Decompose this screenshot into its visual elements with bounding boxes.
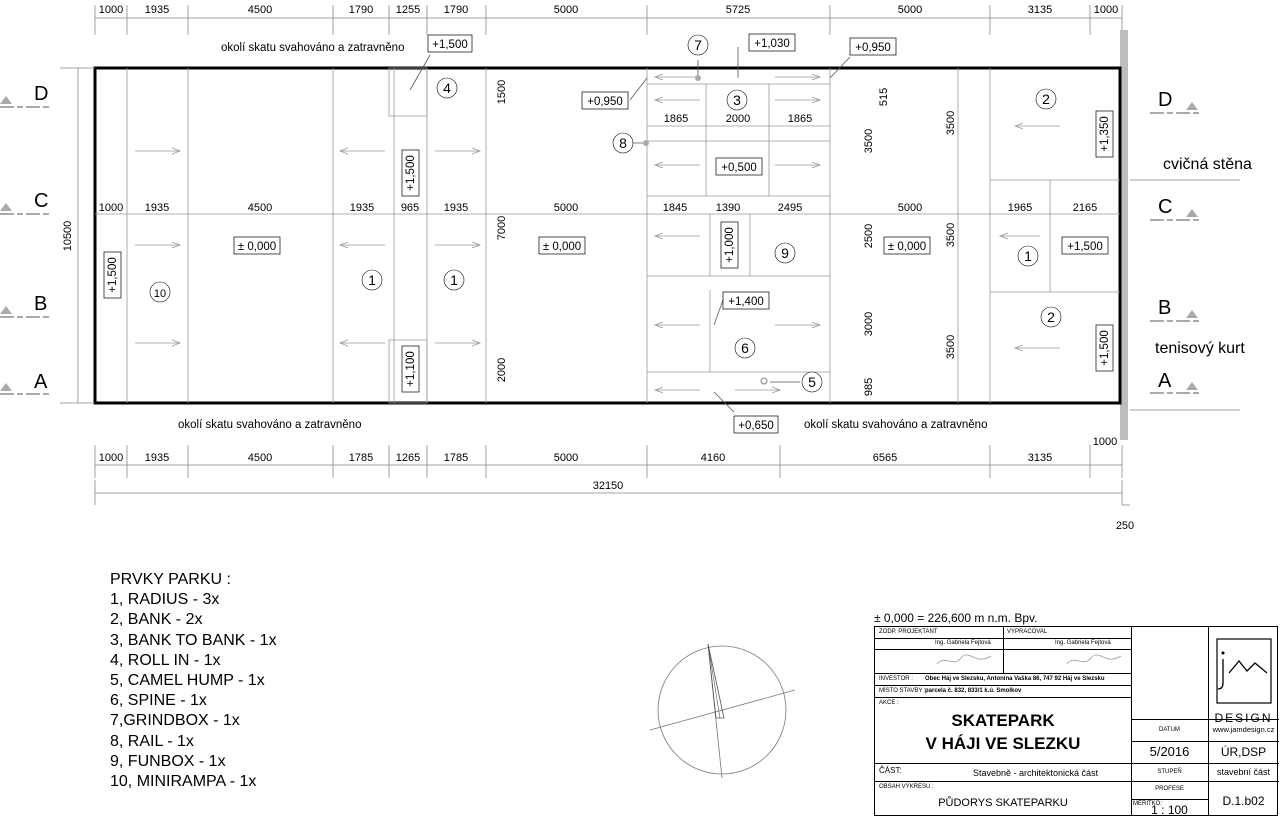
level-tag: +0,500 [721, 162, 757, 174]
inner-dim: 1865 [663, 113, 689, 125]
level-tag: +1,030 [754, 38, 790, 50]
stage-label: STUPEŇ [1157, 769, 1182, 775]
mid-dim: 2495 [777, 202, 803, 214]
element-number: 7 [694, 37, 702, 53]
top-dim: 1255 [395, 4, 421, 16]
content-label: OBSAH VÝKRESU : [879, 784, 934, 790]
zodp-name: Ing. Gabriela Fejtová [935, 640, 991, 646]
mid-dim: 5000 [897, 202, 923, 214]
slope-arrows [135, 74, 1060, 393]
section-markers-left [0, 83, 50, 394]
bottom-dim: 1935 [144, 452, 170, 464]
rail-marker [643, 140, 649, 146]
top-dim: 5000 [897, 4, 923, 16]
section-letter: B [34, 293, 48, 315]
section-letter: D [1158, 89, 1173, 111]
element-number: 2 [1042, 91, 1050, 107]
vertical-dim: 3000 [863, 311, 875, 337]
height-reference: ± 0,000 = 226,600 m n.m. Bpv. [874, 611, 1038, 625]
element-number: 3 [733, 92, 741, 108]
vertical-dim: 2000 [496, 357, 508, 383]
level-tags [104, 34, 1113, 433]
mid-dim: 1000 [98, 202, 124, 214]
level-tag: +0,950 [587, 96, 623, 108]
legend-title: PRVKY PARKU : [110, 571, 231, 588]
level-tag: +0,650 [738, 420, 774, 432]
legend-item: 6, SPINE - 1x [110, 692, 207, 710]
stage-value: ÚR,DSP [1220, 745, 1267, 759]
level-tag: +1,500 [107, 257, 119, 293]
leader-lines [410, 47, 850, 412]
offset-dim: 250 [1115, 520, 1135, 532]
title-block [874, 611, 1278, 816]
scale-value: 1 : 100 [1151, 803, 1188, 817]
element-number: 1 [1024, 248, 1032, 264]
zodp-label: ZODP. PROJEKTANT [879, 629, 938, 635]
level-tag: +1,000 [724, 227, 736, 263]
element-number: 1 [450, 272, 458, 288]
vertical-dim: 7000 [496, 215, 508, 241]
inner-dim: 2000 [725, 113, 751, 125]
section-letter: D [34, 83, 49, 105]
mid-dim: 1965 [1007, 202, 1033, 214]
legend-item: 1, RADIUS - 3x [110, 591, 220, 609]
bottom-dim: 1265 [395, 452, 421, 464]
action-label: AKCE : [879, 700, 899, 706]
level-tag: +1,500 [432, 39, 468, 51]
training-wall-label: cvičná stěna [1163, 156, 1252, 173]
legend-item: 5, CAMEL HUMP - 1x [110, 672, 265, 690]
vertical-dim: 3500 [863, 128, 875, 154]
top-dim: 1790 [348, 4, 374, 16]
vypracoval-name: Ing. Gabriela Fejtová [1055, 640, 1111, 646]
legend-item: 3, BANK TO BANK - 1x [110, 631, 277, 649]
element-number: 2 [1047, 309, 1055, 325]
mid-dim: 2165 [1072, 202, 1098, 214]
top-dim: 3135 [1027, 4, 1053, 16]
mid-dim: 1935 [144, 202, 170, 214]
surroundings-note-top: okolí skatu svahováno a zatravněno [221, 42, 405, 54]
element-number: 10 [153, 288, 167, 300]
bottom-dim: 1000 [98, 452, 124, 464]
vertical-dim: 3500 [945, 334, 957, 360]
surroundings-note-bottom-left: okolí skatu svahováno a zatravněno [178, 419, 362, 431]
legend-item: 8, RAIL - 1x [110, 732, 194, 750]
bottom-dim: 5000 [553, 452, 579, 464]
project-title-line1: SKATEPARK [951, 711, 1055, 730]
bottom-dim: 6565 [872, 452, 898, 464]
profession-label: PROFESE [1155, 786, 1184, 792]
level-tag: +1,500 [1067, 241, 1103, 253]
section-letter: B [1158, 297, 1172, 319]
vypracoval-label: VYPRACOVAL [1007, 629, 1048, 635]
element-markers [150, 35, 1061, 392]
scale-label: MĚŘÍTKO: [1133, 801, 1163, 807]
mid-dim: 4500 [247, 202, 273, 214]
total-height-dim: 10500 [62, 220, 74, 252]
inner-dim: 1865 [787, 113, 813, 125]
camel-hump-marker [761, 378, 767, 384]
bottom-dim: 4500 [247, 452, 273, 464]
legend-item: 10, MINIRAMPA - 1x [110, 773, 257, 791]
signature-icon [935, 652, 995, 670]
top-dim: 5725 [725, 4, 751, 16]
surroundings-note-bottom-right: okolí skatu svahováno a zatravněno [804, 419, 988, 431]
level-tag: +1,400 [728, 296, 764, 308]
legend-item: 4, ROLL IN - 1x [110, 651, 221, 669]
level-tag: +0,950 [855, 42, 891, 54]
bottom-dim: 1000 [1092, 436, 1118, 448]
investor-value: Obec Háj ve Slezsku, Antonína Vaška 86, 747 92 Háj ve Slezsku [925, 676, 1105, 682]
top-dim: 1000 [1093, 4, 1119, 16]
vertical-dim: 3500 [945, 222, 957, 248]
date-label: DATUM [1159, 727, 1180, 733]
mid-dim: 965 [400, 202, 420, 214]
level-tag: ± 0,000 [887, 241, 927, 253]
bottom-dim: 1785 [348, 452, 374, 464]
legend-item: 9, FUNBOX - 1x [110, 752, 226, 770]
top-dim: 1935 [144, 4, 170, 16]
bottom-dim: 4160 [700, 452, 726, 464]
section-letter: C [1158, 196, 1173, 218]
section-letter: A [34, 371, 48, 393]
element-number: 5 [808, 374, 816, 390]
mid-dim: 1935 [349, 202, 375, 214]
project-title-line2: V HÁJI VE SLEZKU [925, 734, 1081, 753]
mid-dim: 1935 [443, 202, 469, 214]
jam-design-logo-icon [1215, 637, 1273, 707]
legend-item: 2, BANK - 2x [110, 611, 203, 629]
level-tag: ± 0,000 [542, 241, 582, 253]
level-tag: +1,100 [405, 351, 417, 387]
part-value: Stavebně - architektonická část [973, 768, 1099, 778]
signature-icon [1065, 652, 1125, 670]
vertical-dim: 3500 [945, 110, 957, 136]
top-dim: 1790 [443, 4, 469, 16]
vertical-dim: 985 [863, 377, 875, 397]
part-label: ČÁST: [879, 766, 902, 775]
tennis-court-label: tenisový kurt [1155, 340, 1245, 357]
content-value: PŮDORYS SKATEPARKU [938, 797, 1068, 809]
element-number: 9 [781, 245, 789, 261]
level-tag: +1,350 [1099, 116, 1111, 152]
vertical-dim: 515 [878, 87, 890, 107]
drawing-number: D.1.b02 [1222, 794, 1265, 808]
site-label: MÍSTO STAVBY : [879, 688, 926, 694]
section-letter: C [34, 190, 49, 212]
total-width-dim: 32150 [592, 480, 624, 492]
bottom-dim: 1785 [443, 452, 469, 464]
mid-dim: 1390 [715, 202, 741, 214]
grindbox-marker [695, 75, 701, 81]
date-value: 5/2016 [1149, 744, 1190, 759]
website: www.jamdesign.cz [1212, 725, 1275, 734]
bottom-dim: 3135 [1027, 452, 1053, 464]
element-number: 8 [619, 135, 627, 151]
vertical-dim: 1500 [496, 79, 508, 105]
top-dim: 5000 [553, 4, 579, 16]
logo-text: DESIGN [1214, 711, 1273, 725]
internal-lines [95, 68, 1120, 403]
level-tag: ± 0,000 [237, 241, 277, 253]
legend-item: 7,GRINDBOX - 1x [110, 712, 240, 730]
mid-dim: 5000 [553, 202, 579, 214]
profession-value: stavební část [1216, 767, 1271, 777]
top-dim: 1000 [98, 4, 124, 16]
investor-label: INVESTOR : [879, 676, 913, 682]
north-arrow-icon [650, 638, 795, 783]
mid-dim: 1845 [662, 202, 688, 214]
legend [110, 570, 277, 792]
skatepark-outline [95, 68, 1120, 403]
section-letter: A [1158, 370, 1172, 392]
level-tag: +1,500 [405, 155, 417, 191]
element-number: 6 [741, 340, 749, 356]
element-number: 1 [368, 272, 376, 288]
site-value: parcela č. 832, 833/1 k.ú. Smolkov [925, 688, 1022, 694]
element-number: 4 [443, 80, 451, 96]
top-dim: 4500 [247, 4, 273, 16]
level-tag: +1,500 [1099, 330, 1111, 366]
vertical-dim: 2500 [863, 223, 875, 249]
